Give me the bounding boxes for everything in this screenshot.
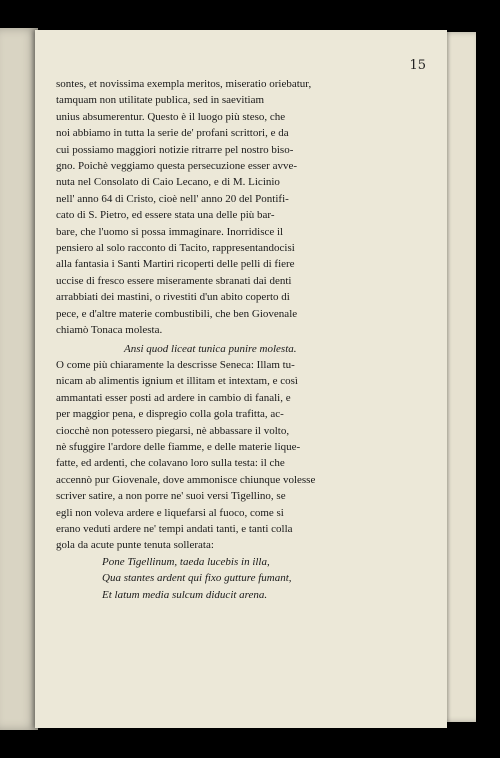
text-line: pensiero al solo racconto di Tacito, rappresentandocisi (56, 242, 295, 255)
text-line: cui possiamo maggiori notizie ritrarre pel nostro biso- (56, 143, 294, 156)
text-line: erano veduti ardere ne' tempi andati tanti, e tanti colla (56, 522, 293, 535)
text-line: nell' anno 64 di Cristo, cioè nell' anno 20 del Pontifi- (56, 192, 289, 205)
text-line: ammantati esser posti ad ardere in cambio di fanali, e (56, 391, 291, 404)
text-line: scriver satire, a non porre ne' suoi versi Tigellino, se (56, 490, 286, 503)
page-number: 15 (409, 58, 426, 73)
text-line: arrabbiati dei mastini, o rivestiti d'un abito coperto di (56, 291, 290, 304)
verse-line: Qua stantes ardent qui fixo gutture fumant, (102, 572, 292, 585)
text-line: gno. Poichè veggiamo questa persecuzione esser avve- (56, 160, 297, 173)
text-line: fatte, ed ardenti, che colavano loro sulla testa: il che (56, 457, 285, 470)
text-line: nicam ab alimentis ignium et illitam et intextam, e così (56, 375, 298, 388)
text-line: accennò pur Giovenale, dove ammonisce chiunque volesse (56, 473, 316, 486)
text-line: uccise di fresco essere miseramente sbranati dai denti (56, 274, 292, 287)
text-line: noi abbiamo in tutta la serie de' profani scrittori, e da (56, 127, 289, 140)
text-line: bare, che l'uomo si possa immaginare. Inorridisce il (56, 225, 284, 238)
text-line: ciocchè non potessero piegarsi, nè abbassare il volto, (56, 424, 290, 437)
latin-quote: Ansi quod liceat tunica punire molesta. (124, 342, 297, 355)
text-line: O come più chiaramente la descrisse Seneca: Illam tu- (56, 358, 295, 371)
text-line: egli non voleva ardere e liquefarsi al fuoco, come si (56, 506, 284, 519)
text-line: cato di S. Pietro, ed essere stata una delle più bar- (56, 209, 275, 222)
text-line: nuta nel Consolato di Caio Lecano, e di M. Licinio (56, 176, 280, 189)
text-line: gola da acute punte tenuta sollerata: (56, 539, 214, 552)
text-line: pece, e d'altre materie combustibili, che ben Giovenale (56, 307, 298, 320)
text-line: alla fantasia i Santi Martiri ricoperti delle pelli di fiere (56, 258, 295, 271)
text-line: chiamò Tonaca molesta. (56, 324, 163, 337)
page-text (56, 76, 428, 603)
text-line: unius absumerentur. Questo è il luogo più steso, che (56, 110, 286, 123)
left-page-edge (0, 28, 38, 730)
text-line: tamquam non utilitate publica, sed in saevitiam (56, 94, 265, 107)
text-line: nè sfuggire l'ardore delle fiamme, e delle materie lique- (56, 440, 301, 453)
text-line: per maggior pena, e dispregio colla gola trafitta, ac- (56, 408, 284, 421)
verse-line: Pone Tigellinum, taeda lucebis in illa, (102, 555, 270, 568)
text-line: sontes, et novissima exempla meritos, miseratio oriebatur, (56, 78, 312, 90)
verse-line: Et latum media sulcum diducit arena. (102, 588, 268, 601)
